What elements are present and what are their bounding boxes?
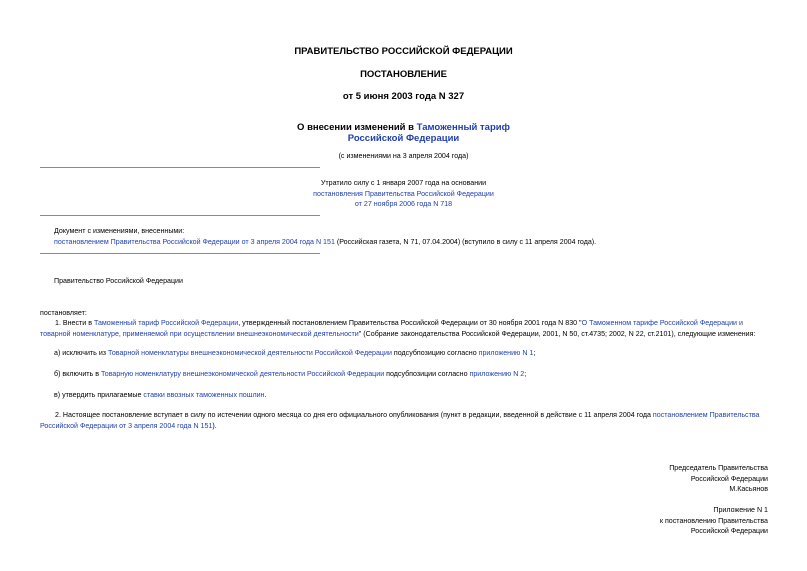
p1-link-customs-tariff[interactable]: Таможенный тариф Российской Федерации [93,319,239,327]
title-link-customs-tariff[interactable]: Таможенный тариф [416,122,510,133]
item-a-text: а) исключить из [54,349,109,357]
item-c-link-duty-rates[interactable]: ставки ввозных таможенных пошлин [143,391,265,399]
resolves-text: постановляет: [40,309,87,317]
title-prefix: О внесении изменений в [297,122,417,133]
paragraph-1 [40,318,770,339]
title-link-russian-federation[interactable]: Российской Федерации [347,133,460,144]
item-b-text: б) включить в [54,370,101,378]
divider [40,215,320,216]
appendix-title: Приложение N 1 [713,506,768,514]
paragraph-2 [40,410,770,431]
expired-text: Утратило силу с 1 января 2007 года на основании [320,179,487,187]
item-c [54,390,266,401]
item-a-link-nomenclature[interactable]: Товарной номенклатуры внешнеэкономической деятельности Российской Федерации [108,349,392,357]
item-a [54,348,535,359]
appendix-org: Российской Федерации [690,527,768,535]
item-b-link-nomenclature[interactable]: Товарную номенклатуру внешнеэкономической деятельности Российской Федерации [100,370,385,378]
changes-rest: (Российская газета, N 71, 07.04.2004) (вступило в силу с 11 апреля 2004 года). [334,237,597,246]
p2-text: 2. Настоящее постановление вступает в силу по истечении одного месяца со дня его официального опубликования (пункт в редакции, введенной в действие с 11 апреля 2004 года [55,411,653,419]
doc-type-heading: ПОСТАНОВЛЕНИЕ [360,69,447,80]
appendix-ref: к постановлению Правительства [659,516,768,525]
item-a-link-appendix-1[interactable]: приложению N 1 [478,349,534,357]
p2-end: ). [212,421,217,430]
signature-block [669,463,768,495]
amended-note: (с изменениями на 3 апреля 2004 года) [338,152,469,160]
p2-link-a[interactable]: постановлением Правительства [652,411,760,419]
item-b-link-appendix-2[interactable]: приложению N 2 [469,370,525,378]
signature-name: М.Касьянов [729,485,768,493]
signature-title: Председатель Правительства [669,464,768,472]
issuer-text: Правительство Российской Федерации [54,277,183,285]
item-b-mid: подсубпозиции согласно [384,370,470,378]
document-title [0,122,807,144]
p2-link-b[interactable]: Российской Федерации от 3 апреля 2004 года N 151 [40,421,213,430]
expired-link-line1[interactable]: постановления Правительства Российской Федерации [313,189,494,198]
appendix-block [660,505,768,537]
changes-link[interactable]: постановлением Правительства Российской Федерации от 3 апреля 2004 года N 151 [54,237,335,246]
divider [40,167,320,168]
item-a-end: ; [533,349,536,357]
changes-label: Документ с изменениями, внесенными: [54,227,185,235]
p1-text-a: 1. Внести в [55,319,94,327]
divider [40,253,320,254]
p1-link-resolution-a[interactable]: О Таможенном тарифе Российской Федерации и [581,319,743,327]
item-b [54,369,526,380]
date-number-heading: от 5 июня 2003 года N 327 [342,91,465,102]
p1-text-b: , утвержденный постановлением Правительства Российской Федерации от 30 ноября 2001 года N 830 " [238,319,582,327]
item-c-text: в) утвердить прилагаемые [54,391,144,399]
expired-link-line2[interactable]: от 27 ноября 2006 года N 718 [354,200,453,208]
item-a-mid: подсубпозицию согласно [391,349,479,357]
government-heading: ПРАВИТЕЛЬСТВО РОССИЙСКОЙ ФЕДЕРАЦИИ [294,46,513,57]
p1-link-resolution-b[interactable]: товарной номенклатуре, применяемой при осуществлении внешнеэкономической деятельности [40,329,359,338]
expired-notice [0,178,807,210]
item-b-end: ; [524,370,527,378]
item-c-end: . [264,391,267,399]
p1-text-c: " (Собрание законодательства Российской Федерации, 2001, N 50, ст.4735; 2002, N 22, ст.2101), следующие изменения: [358,329,756,338]
signature-org: Российской Федерации [690,474,768,483]
changes-block [54,226,774,247]
